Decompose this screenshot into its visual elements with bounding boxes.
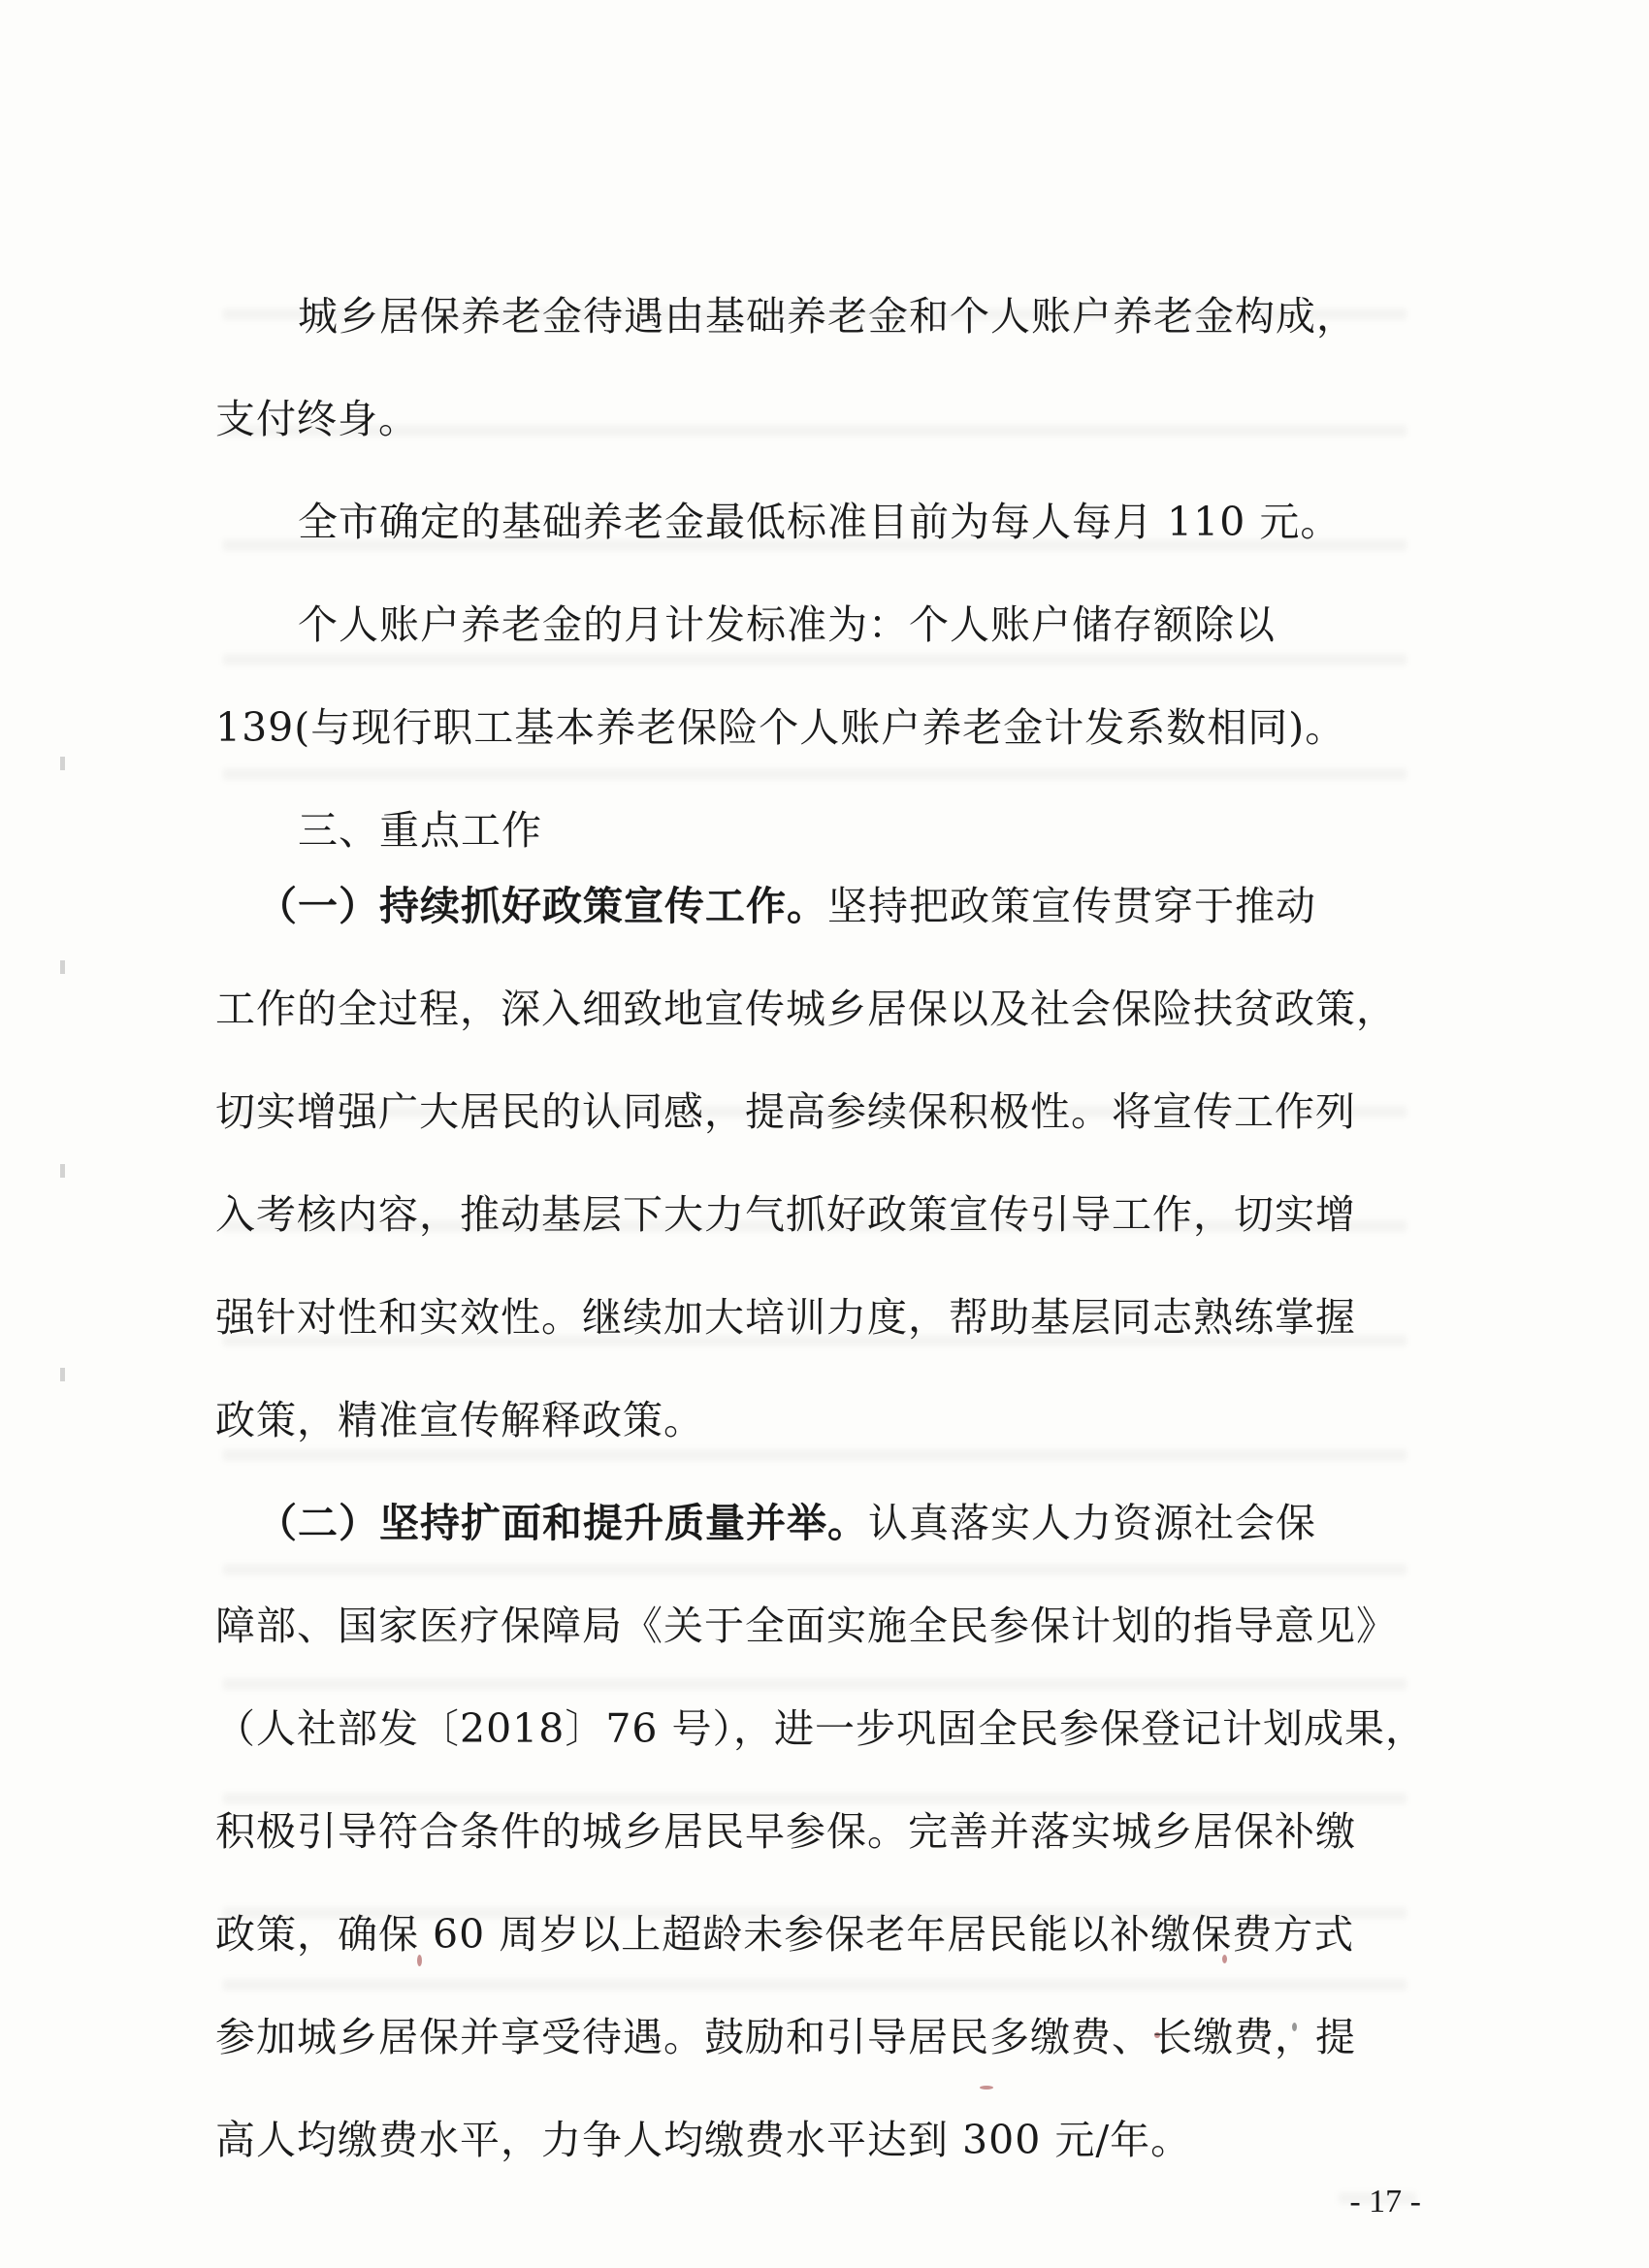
subsection-1-first-line [257,877,1316,935]
page-number: - 17 - [1349,2184,1421,2219]
subsection-2-title: （二）坚持扩面和提升质量并举。 [257,1500,868,1546]
scan-mark [60,960,65,974]
subsection-2-first-line [257,1494,1316,1552]
bleed-through-line [223,654,1406,665]
subsection-2-first-line-text: 认真落实人力资源社会保 [868,1500,1316,1546]
subsection-1-title: （一）持续抓好政策宣传工作。 [257,883,827,929]
scan-mark [60,1164,65,1178]
subsection-2-line-4: 积极引导符合条件的城乡居民早参保。完善并落实城乡居保补缴 [215,1808,1356,1855]
subsection-1-line-3: 切实增强广大居民的认同感，提高参续保积极性。将宣传工作列 [215,1088,1356,1135]
paragraph-1-line-2: 支付终身。 [215,396,419,442]
bleed-through-line [223,768,1406,780]
paragraph-3-line-2: 139(与现行职工基本养老保险个人账户养老金计发系数相同)。 [215,704,1346,751]
scan-mark [60,1368,65,1381]
subsection-2-line-5: 政策，确保 60 周岁以上超龄未参保老年居民能以补缴保费方式 [215,1911,1355,1958]
subsection-1-line-5: 强针对性和实效性。继续加大培训力度，帮助基层同志熟练掌握 [215,1294,1356,1341]
subsection-2-line-2: 障部、国家医疗保障局《关于全面实施全民参保计划的指导意见》 [215,1603,1397,1649]
subsection-1-line-6: 政策，精准宣传解释政策。 [215,1397,704,1443]
paragraph-1-line-1: 城乡居保养老金待遇由基础养老金和个人账户养老金构成， [298,293,1357,340]
scan-mark [60,757,65,770]
subsection-1-first-line-text: 坚持把政策宣传贯穿于推动 [827,883,1316,929]
paragraph-3-line-1: 个人账户养老金的月计发标准为：个人账户储存额除以 [298,601,1276,648]
bleed-through-line [223,1564,1406,1575]
ink-speck [980,2086,993,2090]
subsection-2-line-6: 参加城乡居保并享受待遇。鼓励和引导居民多缴费、长缴费，提 [215,2014,1356,2060]
subsection-1-line-4: 入考核内容，推动基层下大力气抓好政策宣传引导工作，切实增 [215,1191,1356,1238]
bleed-through-line [223,1979,1406,1991]
bleed-through-line [223,1449,1406,1461]
paragraph-2-line-1: 全市确定的基础养老金最低标准目前为每人每月 110 元。 [298,499,1342,545]
section-heading: 三、重点工作 [298,807,542,854]
bleed-through-line [223,1678,1406,1690]
subsection-1-line-2: 工作的全过程，深入细致地宣传城乡居保以及社会保险扶贫政策， [215,986,1397,1032]
subsection-2-line-3: （人社部发〔2018〕76 号），进一步巩固全民参保登记计划成果， [215,1705,1427,1752]
subsection-2-line-7: 高人均缴费水平，力争人均缴费水平达到 300 元/年。 [215,2117,1192,2163]
